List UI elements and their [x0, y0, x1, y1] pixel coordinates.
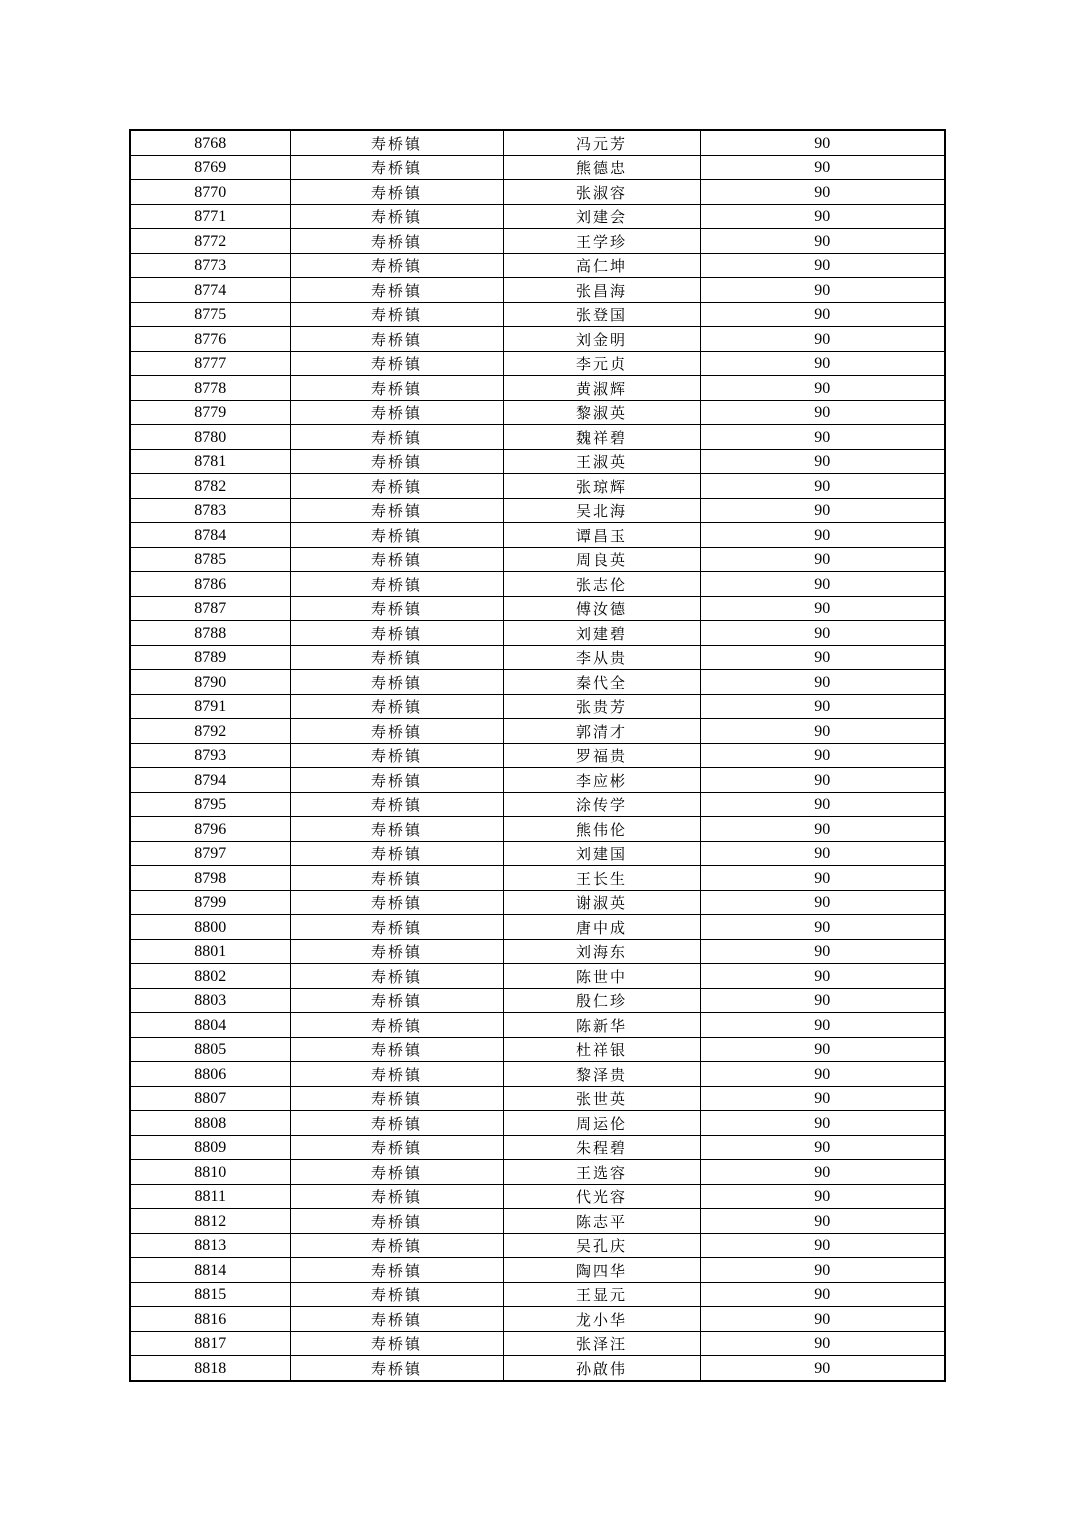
score-cell: 90 [700, 351, 945, 376]
person-name-cell: 殷仁珍 [503, 988, 700, 1013]
score-cell: 90 [700, 1331, 945, 1356]
score-cell: 90 [700, 1135, 945, 1160]
table-row [130, 1135, 945, 1160]
serial-number-cell: 8815 [130, 1282, 290, 1307]
score-cell: 90 [700, 474, 945, 499]
town-cell: 寿桥镇 [290, 1209, 503, 1234]
score-cell: 90 [700, 1037, 945, 1062]
serial-number-cell: 8805 [130, 1037, 290, 1062]
town-cell: 寿桥镇 [290, 474, 503, 499]
town-cell: 寿桥镇 [290, 1086, 503, 1111]
table-row [130, 939, 945, 964]
table-row [130, 523, 945, 548]
table-row [130, 449, 945, 474]
score-cell: 90 [700, 768, 945, 793]
town-cell: 寿桥镇 [290, 547, 503, 572]
town-cell: 寿桥镇 [290, 180, 503, 205]
score-cell: 90 [700, 327, 945, 352]
town-cell: 寿桥镇 [290, 204, 503, 229]
score-cell: 90 [700, 1282, 945, 1307]
table-row [130, 1013, 945, 1038]
serial-number-cell: 8799 [130, 890, 290, 915]
town-cell: 寿桥镇 [290, 621, 503, 646]
table-row [130, 694, 945, 719]
serial-number-cell: 8801 [130, 939, 290, 964]
person-name-cell: 李元贞 [503, 351, 700, 376]
person-name-cell: 冯元芳 [503, 130, 700, 155]
serial-number-cell: 8769 [130, 155, 290, 180]
person-name-cell: 刘建国 [503, 841, 700, 866]
town-cell: 寿桥镇 [290, 498, 503, 523]
serial-number-cell: 8775 [130, 302, 290, 327]
serial-number-cell: 8807 [130, 1086, 290, 1111]
score-cell: 90 [700, 572, 945, 597]
town-cell: 寿桥镇 [290, 841, 503, 866]
person-name-cell: 李从贵 [503, 645, 700, 670]
table-row [130, 351, 945, 376]
person-name-cell: 郭清才 [503, 719, 700, 744]
person-name-cell: 唐中成 [503, 915, 700, 940]
table-row [130, 1233, 945, 1258]
serial-number-cell: 8786 [130, 572, 290, 597]
person-name-cell: 张志伦 [503, 572, 700, 597]
town-cell: 寿桥镇 [290, 130, 503, 155]
town-cell: 寿桥镇 [290, 1135, 503, 1160]
person-name-cell: 魏祥碧 [503, 425, 700, 450]
table-row [130, 621, 945, 646]
table-row [130, 302, 945, 327]
person-name-cell: 王长生 [503, 866, 700, 891]
score-cell: 90 [700, 523, 945, 548]
town-cell: 寿桥镇 [290, 302, 503, 327]
score-cell: 90 [700, 547, 945, 572]
score-cell: 90 [700, 694, 945, 719]
table-row [130, 1062, 945, 1087]
person-name-cell: 陈新华 [503, 1013, 700, 1038]
score-cell: 90 [700, 988, 945, 1013]
score-cell: 90 [700, 645, 945, 670]
serial-number-cell: 8812 [130, 1209, 290, 1234]
serial-number-cell: 8779 [130, 400, 290, 425]
table-row [130, 327, 945, 352]
serial-number-cell: 8816 [130, 1307, 290, 1332]
roster-table [129, 129, 946, 1382]
roster-table-body [130, 130, 945, 1381]
serial-number-cell: 8790 [130, 670, 290, 695]
person-name-cell: 涂传学 [503, 792, 700, 817]
town-cell: 寿桥镇 [290, 327, 503, 352]
table-row [130, 1184, 945, 1209]
person-name-cell: 李应彬 [503, 768, 700, 793]
table-row [130, 866, 945, 891]
person-name-cell: 张淑容 [503, 180, 700, 205]
serial-number-cell: 8768 [130, 130, 290, 155]
serial-number-cell: 8783 [130, 498, 290, 523]
score-cell: 90 [700, 1013, 945, 1038]
serial-number-cell: 8782 [130, 474, 290, 499]
score-cell: 90 [700, 425, 945, 450]
person-name-cell: 秦代全 [503, 670, 700, 695]
serial-number-cell: 8780 [130, 425, 290, 450]
town-cell: 寿桥镇 [290, 400, 503, 425]
town-cell: 寿桥镇 [290, 1062, 503, 1087]
town-cell: 寿桥镇 [290, 1356, 503, 1381]
town-cell: 寿桥镇 [290, 939, 503, 964]
person-name-cell: 吴孔庆 [503, 1233, 700, 1258]
table-row [130, 155, 945, 180]
table-row [130, 964, 945, 989]
person-name-cell: 张世英 [503, 1086, 700, 1111]
person-name-cell: 周良英 [503, 547, 700, 572]
table-row [130, 253, 945, 278]
table-row [130, 572, 945, 597]
score-cell: 90 [700, 1062, 945, 1087]
serial-number-cell: 8789 [130, 645, 290, 670]
serial-number-cell: 8777 [130, 351, 290, 376]
table-row [130, 400, 945, 425]
person-name-cell: 刘建碧 [503, 621, 700, 646]
score-cell: 90 [700, 180, 945, 205]
table-row [130, 792, 945, 817]
table-row [130, 1307, 945, 1332]
serial-number-cell: 8795 [130, 792, 290, 817]
table-row [130, 1282, 945, 1307]
score-cell: 90 [700, 1307, 945, 1332]
score-cell: 90 [700, 743, 945, 768]
person-name-cell: 谢淑英 [503, 890, 700, 915]
score-cell: 90 [700, 670, 945, 695]
town-cell: 寿桥镇 [290, 670, 503, 695]
person-name-cell: 黎淑英 [503, 400, 700, 425]
person-name-cell: 张琼辉 [503, 474, 700, 499]
town-cell: 寿桥镇 [290, 572, 503, 597]
town-cell: 寿桥镇 [290, 817, 503, 842]
serial-number-cell: 8794 [130, 768, 290, 793]
town-cell: 寿桥镇 [290, 1013, 503, 1038]
serial-number-cell: 8793 [130, 743, 290, 768]
table-row [130, 1037, 945, 1062]
person-name-cell: 杜祥银 [503, 1037, 700, 1062]
table-row [130, 890, 945, 915]
person-name-cell: 罗福贵 [503, 743, 700, 768]
score-cell: 90 [700, 890, 945, 915]
serial-number-cell: 8809 [130, 1135, 290, 1160]
score-cell: 90 [700, 1258, 945, 1283]
table-row [130, 278, 945, 303]
score-cell: 90 [700, 621, 945, 646]
serial-number-cell: 8781 [130, 449, 290, 474]
person-name-cell: 傅汝德 [503, 596, 700, 621]
table-row [130, 743, 945, 768]
town-cell: 寿桥镇 [290, 1037, 503, 1062]
score-cell: 90 [700, 841, 945, 866]
serial-number-cell: 8808 [130, 1111, 290, 1136]
serial-number-cell: 8818 [130, 1356, 290, 1381]
score-cell: 90 [700, 817, 945, 842]
table-row [130, 130, 945, 155]
person-name-cell: 黎泽贵 [503, 1062, 700, 1087]
person-name-cell: 吴北海 [503, 498, 700, 523]
table-row [130, 547, 945, 572]
town-cell: 寿桥镇 [290, 425, 503, 450]
town-cell: 寿桥镇 [290, 768, 503, 793]
serial-number-cell: 8804 [130, 1013, 290, 1038]
town-cell: 寿桥镇 [290, 645, 503, 670]
town-cell: 寿桥镇 [290, 1233, 503, 1258]
score-cell: 90 [700, 253, 945, 278]
score-cell: 90 [700, 1233, 945, 1258]
town-cell: 寿桥镇 [290, 1258, 503, 1283]
person-name-cell: 龙小华 [503, 1307, 700, 1332]
serial-number-cell: 8791 [130, 694, 290, 719]
town-cell: 寿桥镇 [290, 1160, 503, 1185]
score-cell: 90 [700, 1209, 945, 1234]
serial-number-cell: 8813 [130, 1233, 290, 1258]
town-cell: 寿桥镇 [290, 155, 503, 180]
person-name-cell: 陈世中 [503, 964, 700, 989]
table-row [130, 988, 945, 1013]
table-row [130, 1086, 945, 1111]
score-cell: 90 [700, 866, 945, 891]
table-row [130, 1209, 945, 1234]
score-cell: 90 [700, 792, 945, 817]
town-cell: 寿桥镇 [290, 1331, 503, 1356]
serial-number-cell: 8776 [130, 327, 290, 352]
person-name-cell: 黄淑辉 [503, 376, 700, 401]
serial-number-cell: 8784 [130, 523, 290, 548]
town-cell: 寿桥镇 [290, 1184, 503, 1209]
table-row [130, 474, 945, 499]
table-row [130, 1111, 945, 1136]
town-cell: 寿桥镇 [290, 351, 503, 376]
person-name-cell: 张昌海 [503, 278, 700, 303]
table-row [130, 1331, 945, 1356]
score-cell: 90 [700, 1160, 945, 1185]
score-cell: 90 [700, 1356, 945, 1381]
person-name-cell: 周运伦 [503, 1111, 700, 1136]
town-cell: 寿桥镇 [290, 866, 503, 891]
serial-number-cell: 8802 [130, 964, 290, 989]
person-name-cell: 王学珍 [503, 229, 700, 254]
table-row [130, 1258, 945, 1283]
town-cell: 寿桥镇 [290, 694, 503, 719]
table-row [130, 1160, 945, 1185]
score-cell: 90 [700, 964, 945, 989]
serial-number-cell: 8796 [130, 817, 290, 842]
serial-number-cell: 8787 [130, 596, 290, 621]
person-name-cell: 陈志平 [503, 1209, 700, 1234]
table-row [130, 670, 945, 695]
person-name-cell: 张贵芳 [503, 694, 700, 719]
score-cell: 90 [700, 229, 945, 254]
serial-number-cell: 8817 [130, 1331, 290, 1356]
serial-number-cell: 8792 [130, 719, 290, 744]
score-cell: 90 [700, 155, 945, 180]
serial-number-cell: 8785 [130, 547, 290, 572]
town-cell: 寿桥镇 [290, 278, 503, 303]
serial-number-cell: 8774 [130, 278, 290, 303]
town-cell: 寿桥镇 [290, 964, 503, 989]
score-cell: 90 [700, 1086, 945, 1111]
person-name-cell: 王淑英 [503, 449, 700, 474]
person-name-cell: 陶四华 [503, 1258, 700, 1283]
score-cell: 90 [700, 915, 945, 940]
score-cell: 90 [700, 400, 945, 425]
town-cell: 寿桥镇 [290, 523, 503, 548]
table-row [130, 817, 945, 842]
person-name-cell: 刘海东 [503, 939, 700, 964]
table-row [130, 1356, 945, 1381]
table-row [130, 768, 945, 793]
person-name-cell: 王显元 [503, 1282, 700, 1307]
score-cell: 90 [700, 302, 945, 327]
person-name-cell: 熊伟伦 [503, 817, 700, 842]
table-row [130, 596, 945, 621]
person-name-cell: 熊德忠 [503, 155, 700, 180]
person-name-cell: 朱程碧 [503, 1135, 700, 1160]
score-cell: 90 [700, 130, 945, 155]
score-cell: 90 [700, 719, 945, 744]
serial-number-cell: 8797 [130, 841, 290, 866]
person-name-cell: 张登国 [503, 302, 700, 327]
serial-number-cell: 8803 [130, 988, 290, 1013]
town-cell: 寿桥镇 [290, 988, 503, 1013]
person-name-cell: 孙啟伟 [503, 1356, 700, 1381]
person-name-cell: 代光容 [503, 1184, 700, 1209]
score-cell: 90 [700, 449, 945, 474]
town-cell: 寿桥镇 [290, 792, 503, 817]
serial-number-cell: 8778 [130, 376, 290, 401]
table-row [130, 498, 945, 523]
town-cell: 寿桥镇 [290, 915, 503, 940]
table-row [130, 229, 945, 254]
town-cell: 寿桥镇 [290, 229, 503, 254]
serial-number-cell: 8814 [130, 1258, 290, 1283]
score-cell: 90 [700, 498, 945, 523]
serial-number-cell: 8773 [130, 253, 290, 278]
person-name-cell: 谭昌玉 [503, 523, 700, 548]
serial-number-cell: 8810 [130, 1160, 290, 1185]
serial-number-cell: 8770 [130, 180, 290, 205]
town-cell: 寿桥镇 [290, 1307, 503, 1332]
score-cell: 90 [700, 278, 945, 303]
table-row [130, 915, 945, 940]
score-cell: 90 [700, 1111, 945, 1136]
person-name-cell: 张泽汪 [503, 1331, 700, 1356]
town-cell: 寿桥镇 [290, 890, 503, 915]
person-name-cell: 刘金明 [503, 327, 700, 352]
town-cell: 寿桥镇 [290, 1282, 503, 1307]
table-row [130, 425, 945, 450]
town-cell: 寿桥镇 [290, 1111, 503, 1136]
serial-number-cell: 8798 [130, 866, 290, 891]
town-cell: 寿桥镇 [290, 253, 503, 278]
town-cell: 寿桥镇 [290, 596, 503, 621]
table-row [130, 719, 945, 744]
person-name-cell: 高仁坤 [503, 253, 700, 278]
score-cell: 90 [700, 204, 945, 229]
person-name-cell: 刘建会 [503, 204, 700, 229]
serial-number-cell: 8800 [130, 915, 290, 940]
table-row [130, 376, 945, 401]
serial-number-cell: 8811 [130, 1184, 290, 1209]
table-row [130, 180, 945, 205]
table-row [130, 645, 945, 670]
score-cell: 90 [700, 376, 945, 401]
serial-number-cell: 8771 [130, 204, 290, 229]
town-cell: 寿桥镇 [290, 719, 503, 744]
serial-number-cell: 8772 [130, 229, 290, 254]
serial-number-cell: 8806 [130, 1062, 290, 1087]
person-name-cell: 王选容 [503, 1160, 700, 1185]
table-row [130, 841, 945, 866]
town-cell: 寿桥镇 [290, 376, 503, 401]
table-row [130, 204, 945, 229]
serial-number-cell: 8788 [130, 621, 290, 646]
town-cell: 寿桥镇 [290, 449, 503, 474]
town-cell: 寿桥镇 [290, 743, 503, 768]
score-cell: 90 [700, 1184, 945, 1209]
score-cell: 90 [700, 596, 945, 621]
score-cell: 90 [700, 939, 945, 964]
